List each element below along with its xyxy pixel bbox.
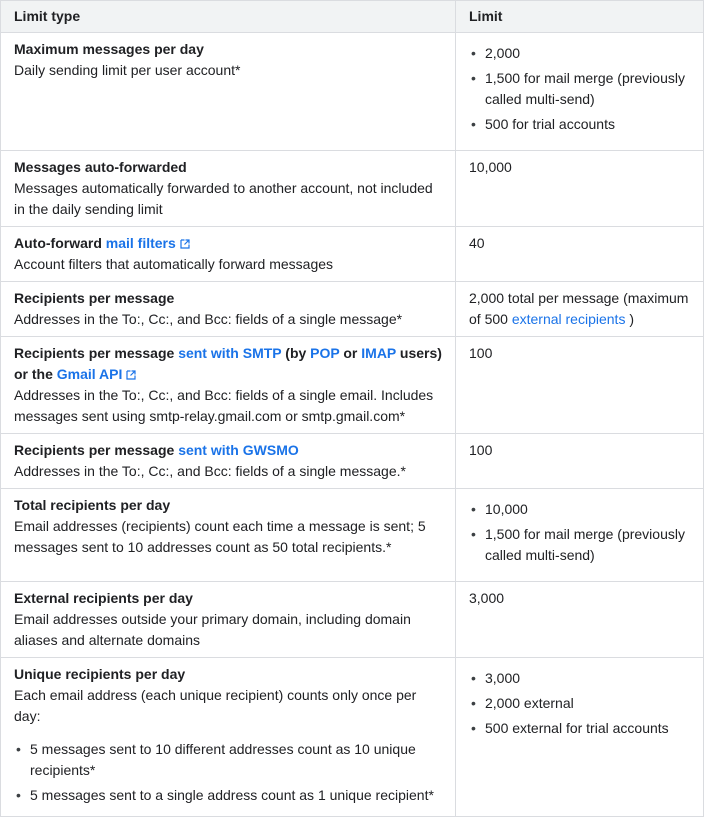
header-limit: Limit <box>456 1 704 33</box>
mail-filters-link[interactable]: mail filters <box>105 235 176 251</box>
list-item: • 1,500 for mail merge (previously called multi-send) <box>485 524 690 566</box>
limit-cell: 3,000 <box>456 582 704 658</box>
limit-type-cell <box>1 582 456 658</box>
list-item: • 10,000 <box>485 499 690 520</box>
description-list <box>14 739 442 806</box>
limit-type-cell <box>1 227 456 282</box>
imap-link[interactable]: IMAP <box>361 345 397 361</box>
limit-cell <box>456 282 704 337</box>
pop-link[interactable]: POP <box>310 345 340 361</box>
row-title <box>14 343 442 385</box>
gmail-api-link[interactable]: Gmail API <box>56 366 123 382</box>
row-title <box>14 233 442 254</box>
header-limit-type: Limit type <box>1 1 456 33</box>
limit-text: 2,000 total per message (maximum of 500 <box>469 290 689 327</box>
table-row <box>1 151 704 227</box>
limit-cell <box>456 33 704 151</box>
limit-type-cell <box>1 489 456 582</box>
row-title: Unique recipients per day <box>14 666 186 682</box>
row-description: Email addresses (recipients) count each time a message is sent; 5 messages sent to 10 addresses count as 50 total recipients.* <box>14 518 426 555</box>
limit-cell <box>456 658 704 817</box>
limit-list <box>469 499 690 566</box>
list-item: • 500 for trial accounts <box>485 114 690 135</box>
table-header-row <box>1 1 704 33</box>
sent-with-smtp-link[interactable]: sent with SMTP <box>178 345 282 361</box>
row-title: External recipients per day <box>14 590 193 606</box>
table-row <box>1 489 704 582</box>
title-text: Recipients per message <box>14 345 179 361</box>
limit-type-cell <box>1 337 456 434</box>
row-description: Addresses in the To:, Cc:, and Bcc: fields of a single message.* <box>14 463 406 479</box>
table-row <box>1 582 704 658</box>
limit-type-cell <box>1 151 456 227</box>
list-item: • 2,000 external <box>485 693 690 714</box>
limit-cell: 100 <box>456 337 704 434</box>
table-row <box>1 658 704 817</box>
limit-type-cell <box>1 434 456 489</box>
table-row <box>1 434 704 489</box>
limit-type-cell <box>1 33 456 151</box>
list-item: • 1,500 for mail merge (previously called multi-send) <box>485 68 690 110</box>
limit-type-cell <box>1 282 456 337</box>
list-item: • 3,000 <box>485 668 690 689</box>
list-item: • 2,000 <box>485 43 690 64</box>
table-row <box>1 282 704 337</box>
list-item: • 500 external for trial accounts <box>485 718 690 739</box>
table-row <box>1 337 704 434</box>
row-title <box>14 440 442 461</box>
title-text: users) or the <box>14 345 442 382</box>
limit-cell <box>456 489 704 582</box>
title-text: or <box>339 345 362 361</box>
row-description: Daily sending limit per user account* <box>14 62 241 78</box>
external-link-icon[interactable] <box>126 370 136 380</box>
row-description: Each email address (each unique recipient) counts only once per day: <box>14 687 417 724</box>
external-link-icon[interactable] <box>180 239 190 249</box>
limit-text: ) <box>625 311 635 327</box>
row-title: Total recipients per day <box>14 497 171 513</box>
limit-list <box>469 668 690 739</box>
row-title: Recipients per message <box>14 290 175 306</box>
list-item: • 5 messages sent to 10 different addresses count as 10 unique recipients* <box>30 739 442 781</box>
title-text: (by <box>281 345 311 361</box>
row-description: Addresses in the To:, Cc:, and Bcc: fields of a single message* <box>14 311 403 327</box>
sent-with-gwsmo-link[interactable]: sent with GWSMO <box>178 442 299 458</box>
list-item: • 5 messages sent to a single address count as 1 unique recipient* <box>30 785 442 806</box>
row-description: Email addresses outside your primary domain, including domain aliases and alternate domains <box>14 611 411 648</box>
limit-type-cell <box>1 658 456 817</box>
limit-cell: 10,000 <box>456 151 704 227</box>
external-recipients-link[interactable]: external recipients <box>511 311 626 327</box>
title-text: Recipients per message <box>14 442 179 458</box>
table-row <box>1 227 704 282</box>
row-description: Addresses in the To:, Cc:, and Bcc: fields of a single email. Includes messages sent using smtp-relay.gmail.com or smtp.gmail.com* <box>14 387 434 424</box>
row-description: Messages automatically forwarded to another account, not included in the daily sending limit <box>14 180 433 217</box>
row-title: Maximum messages per day <box>14 41 204 57</box>
limit-cell: 40 <box>456 227 704 282</box>
table-row <box>1 33 704 151</box>
title-text: Auto-forward <box>14 235 106 251</box>
limit-list <box>469 43 690 135</box>
row-title: Messages auto-forwarded <box>14 159 187 175</box>
limit-cell: 100 <box>456 434 704 489</box>
row-description: Account filters that automatically forward messages <box>14 256 334 272</box>
